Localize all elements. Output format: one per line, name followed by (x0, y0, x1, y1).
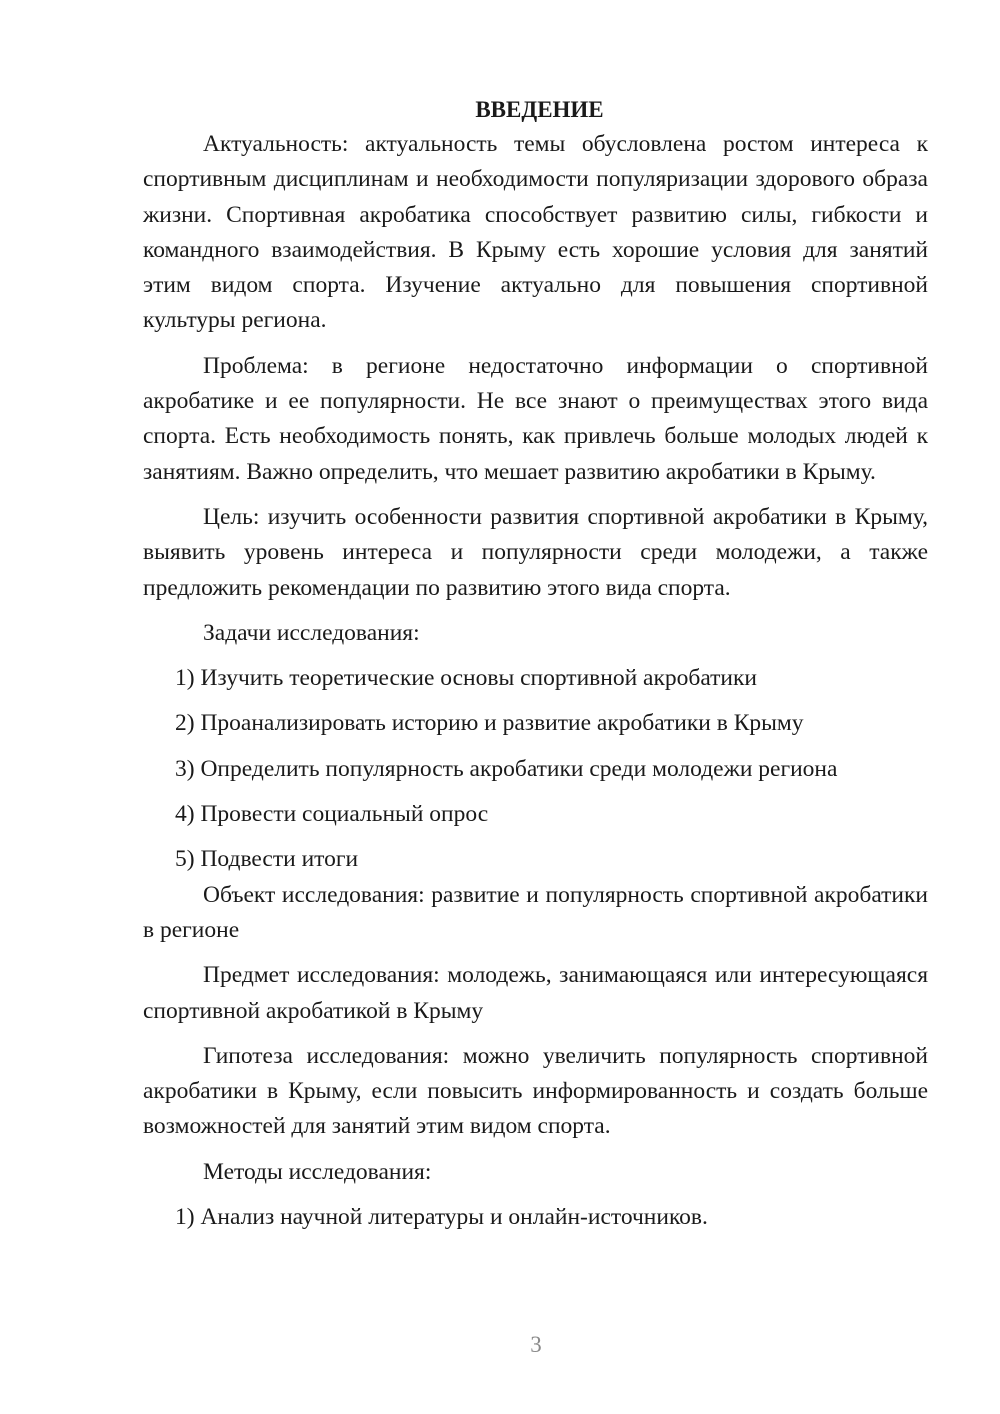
methods-heading: Методы исследования: (203, 1158, 432, 1185)
task-item-4: 4) Провести социальный опрос (175, 801, 489, 828)
page-number: 3 (530, 1332, 542, 1357)
task-item-5: 5) Подвести итоги (175, 846, 359, 873)
page-content (143, 92, 928, 1235)
task-item-1: 1) Изучить теоретические основы спортивной акробатики (175, 665, 757, 692)
method-item-1: 1) Анализ научной литературы и онлайн-источников. (175, 1204, 708, 1231)
hypothesis-paragraph: Гипотеза исследования: можно увеличить популярность спортивной акробатики в Крыму, если повысить информированность и создать больше возможностей для занятий этим видом спорта. (143, 1042, 928, 1140)
task-item-3: 3) Определить популярность акробатики среди молодежи региона (175, 755, 838, 782)
object-paragraph: Объект исследования: развитие и популярность спортивной акробатики в регионе (143, 881, 928, 943)
tasks-heading: Задачи исследования: (203, 619, 420, 646)
task-item-2: 2) Проанализировать историю и развитие акробатики в Крыму (175, 710, 804, 737)
section-title: ВВЕДЕНИЕ (475, 97, 604, 122)
relevance-paragraph: Актуальность: актуальность темы обусловлена ростом интереса к спортивным дисциплинам и необходимости популяризации здорового образа жизни. Спортивная акробатика способствует развитию силы, гибкости и командного взаимодействия. В Крыму есть хорошие условия для занятий этим видом спорта. Изучение актуально для повышения спортивной культуры региона. (143, 131, 928, 334)
problem-paragraph: Проблема: в регионе недостаточно информации о спортивной акробатике и ее популярности. Не все знают о преимуществах этого вида спорта. Есть необходимость понять, как привлечь больше молодых людей к занятиям. Важно определить, что мешает развитию акробатики в Крыму. (143, 352, 928, 485)
goal-paragraph: Цель: изучить особенности развития спортивной акробатики в Крыму, выявить уровень интереса и популярности среди молодежи, а также предложить рекомендации по развитию этого вида спорта. (143, 503, 928, 601)
subject-paragraph: Предмет исследования: молодежь, занимающаяся или интересующаяся спортивной акробатикой в Крыму (143, 962, 928, 1024)
